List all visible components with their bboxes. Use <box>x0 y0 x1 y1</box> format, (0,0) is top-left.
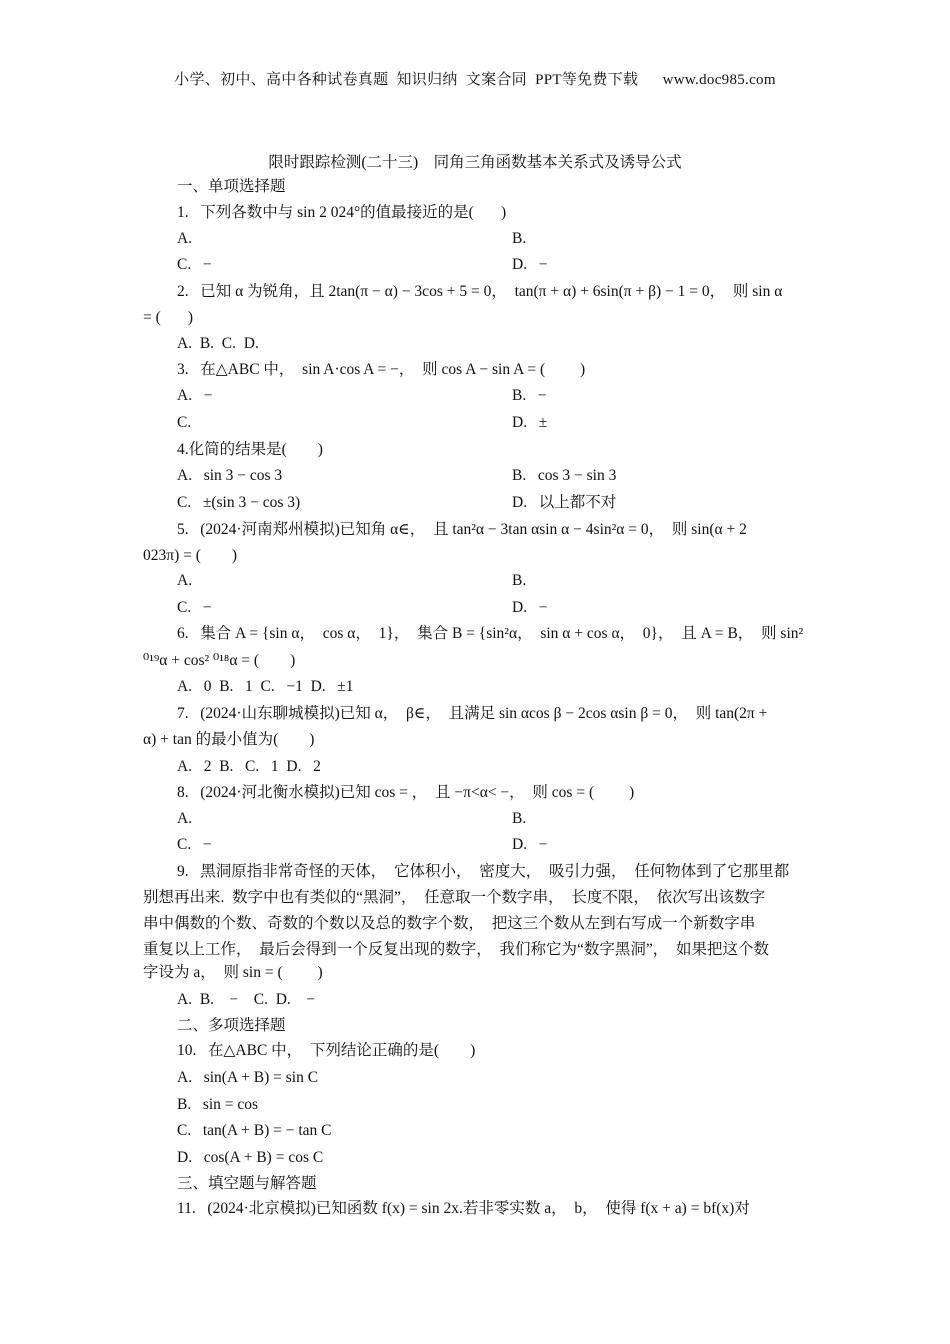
option-a: A. <box>177 810 193 827</box>
question-text-cont: 别想再出来. 数字中也有类似的“黑洞”， 任意取一个数字串， 长度不限， 依次写出该数字 <box>143 889 766 906</box>
option-c: C. tan(A + B) = − tan C <box>177 1122 332 1139</box>
section-heading: 一、单项选择题 <box>177 178 286 195</box>
option-a: A. <box>177 230 193 247</box>
question-text: 8. (2024·河北衡水模拟)已知 cos = ， 且 −π<α< −， 则 cos = ( ) <box>177 784 635 801</box>
question-text-cont: 串中偶数的个数、奇数的个数以及总的数字个数， 把这三个数从左到右写成一个新数字串 <box>143 915 756 932</box>
option-c: C. − <box>177 256 212 273</box>
question-text-cont: α) + tan 的最小值为( ) <box>143 731 315 748</box>
option-b: B. sin = cos <box>177 1096 259 1113</box>
question-text-cont: 重复以上工作， 最后会得到一个反复出现的数字， 我们称它为“数字黑洞”， 如果把这个数 <box>143 941 770 958</box>
question-text: 4.化简的结果是( ) <box>177 441 323 458</box>
option-a: A. sin 3 − cos 3 <box>177 467 283 484</box>
question-text: 11. (2024·北京模拟)已知函数 f(x) = sin 2x.若非零实数 a， b， 使得 f(x + a) = bf(x)对 <box>177 1200 750 1217</box>
question-text-cont: ⁰¹⁹α + cos² ⁰¹⁸α = ( ) <box>143 652 296 669</box>
question-text: 9. 黑洞原指非常奇怪的天体， 它体积小， 密度大， 吸引力强， 任何物体到了它那里都 <box>177 863 790 880</box>
option-a: A. <box>177 572 193 589</box>
question-text: 2. 已知 α 为锐角，且 2tan(π − α) − 3cos + 5 = 0， tan(π + α) + 6sin(π + β) − 1 = 0， 则 sin α <box>177 283 783 300</box>
option-d: D. − <box>512 599 548 616</box>
option-d: D. 以上都不对 <box>512 494 617 511</box>
option-d: D. − <box>512 256 548 273</box>
option-c: C. ±(sin 3 − cos 3) <box>177 494 301 511</box>
option-c: C. − <box>177 836 212 853</box>
option-d: D. ± <box>512 414 548 431</box>
question-text-cont: 023π) = ( ) <box>143 547 238 564</box>
question-text: 1. 下列各数中与 sin 2 024°的值最接近的是( ) <box>177 204 507 221</box>
options-row: A. 2 B. C. 1 D. 2 <box>177 758 321 775</box>
question-text: 6. 集合 A = {sin α， cos α， 1}， 集合 B = {sin²α， sin α + cos α， 0}， 且 A = B， 则 sin² <box>177 625 804 642</box>
section-heading: 三、填空题与解答题 <box>177 1175 317 1192</box>
option-a: A. sin(A + B) = sin C <box>177 1069 319 1086</box>
question-text-cont: = ( ) <box>143 309 194 326</box>
question-text-cont: 字设为 a， 则 sin = ( ) <box>143 964 323 981</box>
option-b: B. cos 3 − sin 3 <box>512 467 617 484</box>
question-text: 7. (2024·山东聊城模拟)已知 α， β∈， 且满足 sin αcos β − 2cos αsin β = 0， 则 tan(2π + <box>177 705 768 722</box>
option-c: C. <box>177 414 192 431</box>
option-b: B. <box>512 572 527 589</box>
question-text: 3. 在△ABC 中， sin A·cos A = −， 则 cos A − sin A = ( ) <box>177 361 586 378</box>
section-heading: 二、多项选择题 <box>177 1017 286 1034</box>
options-row: A. B. C. D. <box>177 335 259 352</box>
option-a: A. − <box>177 387 213 404</box>
page-header: 小学、初中、高中各种试卷真题 知识归纳 文案合同 PPT等免费下载 www.doc985.com <box>174 72 776 88</box>
question-text: 5. (2024·河南郑州模拟)已知角 α∈， 且 tan²α − 3tan αsin α − 4sin²α = 0， 则 sin(α + 2 <box>177 521 747 538</box>
option-d: D. cos(A + B) = cos C <box>177 1149 324 1166</box>
option-b: B. <box>512 810 527 827</box>
option-b: B. <box>512 230 527 247</box>
options-row: A. B. − C. D. − <box>177 991 316 1008</box>
option-c: C. − <box>177 599 212 616</box>
option-b: B. − <box>512 387 547 404</box>
question-text: 10. 在△ABC 中， 下列结论正确的是( ) <box>177 1042 476 1059</box>
page-title: 限时跟踪检测(二十三) 同角三角函数基本关系式及诱导公式 <box>268 154 682 171</box>
option-d: D. − <box>512 836 548 853</box>
options-row: A. 0 B. 1 C. −1 D. ±1 <box>177 678 354 695</box>
